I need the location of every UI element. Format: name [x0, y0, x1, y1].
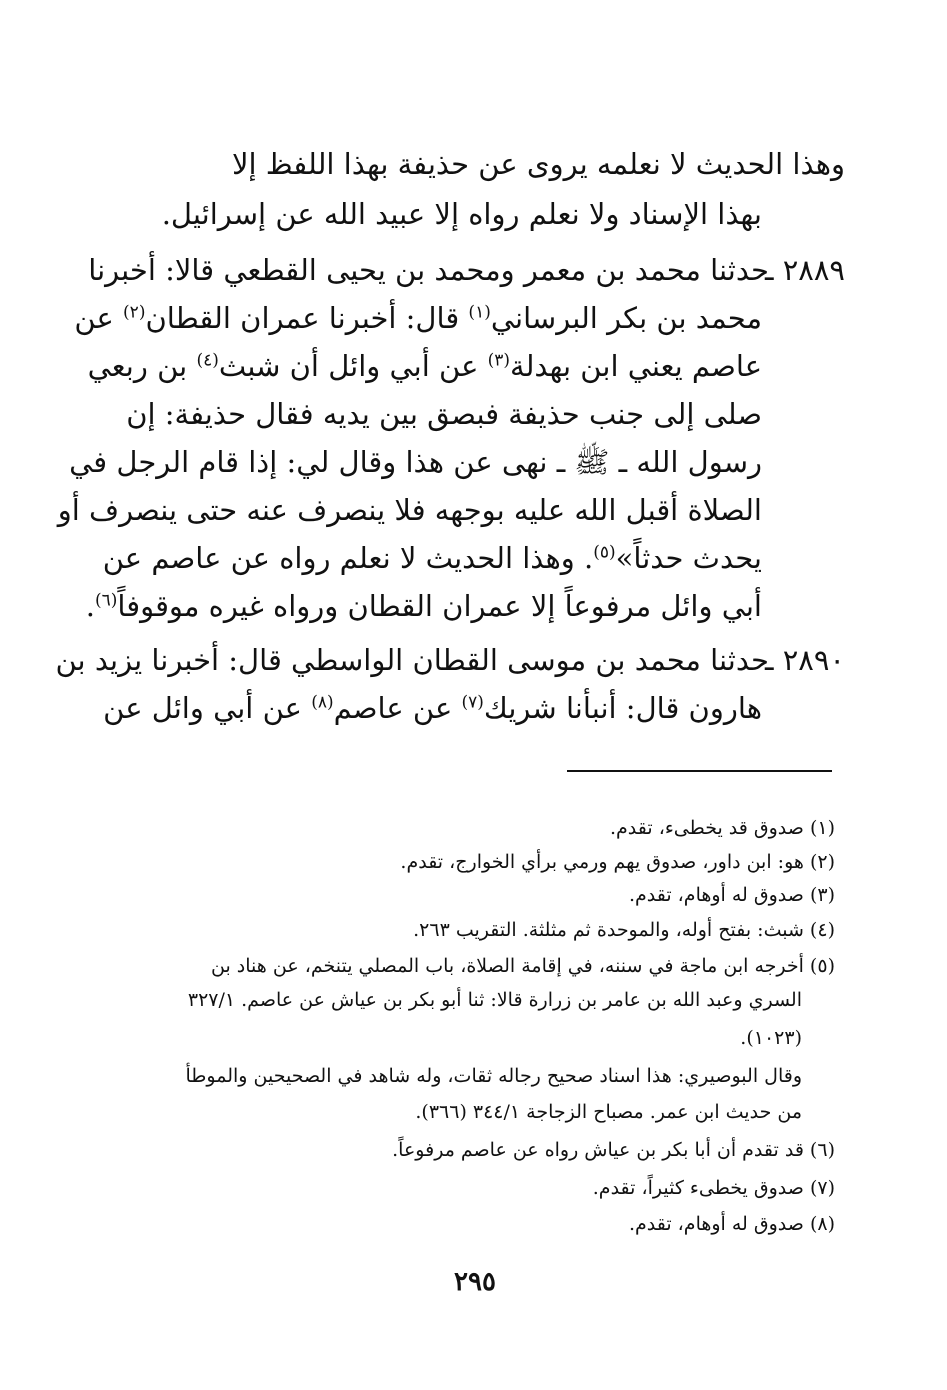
footnote-5-line-1: (٥) أخرجه ابن ماجة في سننه، في إقامة الصلاة، باب المصلي يتنخم، عن هناد بن [211, 955, 835, 977]
hadith-2889-line-3: عاصم يعني ابن بهدلة$^{(٣)}$ عن أبي وائل أن شبث$^{(٤)}$ بن ربعي [87, 349, 762, 383]
footnote-ref: (٥) [593, 542, 616, 563]
footnote-ref: (٤) [196, 350, 219, 371]
intro-line-1: وهذا الحديث لا نعلمه يروى عن حذيفة بهذا اللفظ إلا [231, 147, 845, 181]
hadith-2890-line-2: هارون قال: أنبأنا شريك$^{(٧)}$ عن عاصم$^{(٨)}$ عن أبي وائل عن [103, 691, 762, 725]
page-number: ٢٩٥ [454, 1267, 496, 1297]
footnote-7: (٧) صدوق يخطىء كثيراً، تقدم. [592, 1177, 835, 1199]
footnote-5-line-4: وقال البوصيري: هذا اسناد صحيح رجاله ثقات، وله شاهد في الصحيحين والموطأ [185, 1065, 802, 1087]
footnote-5-line-2: السري وعبد الله بن عامر بن زرارة قالا: ثنا أبو بكر بن عياش عن عاصم. ٣٢٧/١ [187, 989, 802, 1011]
hadith-2889-line-7: يحدث حدثاً»$^{(٥)}$. وهذا الحديث لا نعلم رواه عن عاصم عن [102, 541, 762, 575]
footnote-3: (٣) صدوق له أوهام، تقدم. [628, 884, 835, 906]
hadith-2889-line-2: محمد بن بكر البرساني$^{(١)}$ قال: أخبرنا عمران القطان$^{(٢)}$ عن [74, 301, 762, 335]
hadith-2889-line-5: رسول الله ـ ﷺ ـ نهى عن هذا وقال لي: إذا قام الرجل في [69, 445, 762, 479]
intro-line-2: بهذا الإسناد ولا نعلم رواه إلا عبيد الله عن إسرائيل. [161, 197, 762, 231]
footnote-6: (٦) قد تقدم أن أبا بكر بن عياش رواه عن عاصم مرفوعاً. [392, 1139, 835, 1161]
footnote-ref: (٨) [311, 692, 334, 713]
hadith-2889-line-4: صلى إلى جنب حذيفة فبصق بين يديه فقال حذيفة: إن [126, 397, 762, 431]
footnote-2: (٢) هو: ابن داور، صدوق يهم ورمي برأي الخوارج، تقدم. [400, 851, 835, 873]
footnote-ref: (٦) [94, 590, 118, 611]
footnote-ref: (٧) [461, 692, 484, 713]
hadith-2890-line-1: حدثنا محمد بن موسى القطان الواسطي قال: أخبرنا يزيد بن [55, 643, 769, 677]
footnote-ref: (٢) [123, 302, 146, 323]
footnote-separator [567, 770, 832, 772]
footnote-ref: (١) [468, 302, 491, 323]
footnote-ref: (٣) [487, 350, 511, 371]
footnote-5-line-3: (١٠٢٣). [740, 1027, 802, 1049]
hadith-2889-line-8: أبي وائل مرفوعاً إلا عمران القطان ورواه غيره موقوفاً$^{(٦)}$. [85, 589, 762, 623]
hadith-number-2890: ٢٨٩٠ ـ [764, 643, 845, 677]
hadith-2889-line-6: الصلاة أقبل الله عليه بوجهه فلا ينصرف عنه حتى ينصرف أو [57, 493, 762, 527]
hadith-2889-line-1: حدثنا محمد بن معمر ومحمد بن يحيى القطعي قالا: أخبرنا [88, 253, 769, 287]
footnote-1: (١) صدوق قد يخطىء، تقدم. [609, 817, 835, 839]
hadith-number-2889: ٢٨٨٩ ـ [764, 253, 845, 287]
footnote-5-line-5: من حديث ابن عمر. مصباح الزجاجة ٣٤٤/١ (٣٦٦). [415, 1101, 802, 1123]
footnote-8: (٨) صدوق له أوهام، تقدم. [628, 1213, 835, 1235]
footnote-4: (٤) شبث: بفتح أوله، والموحدة ثم مثلثة. التقريب ٢٦٣. [413, 919, 835, 941]
